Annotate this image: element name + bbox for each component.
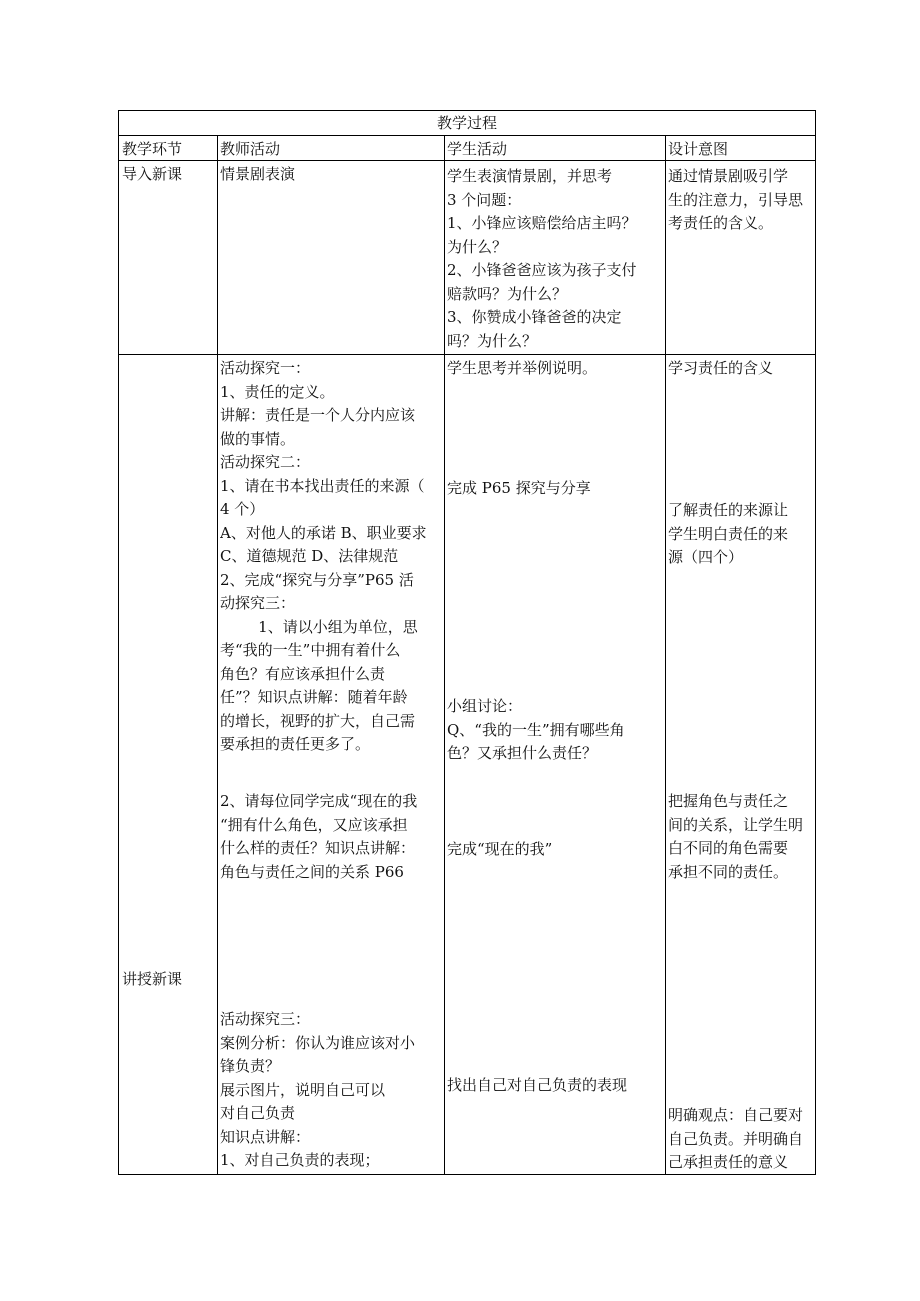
text-line: 白不同的角色需要: [668, 839, 789, 857]
student-intro: [447, 165, 663, 354]
teaching-process-table: [118, 110, 816, 1175]
student-activity-2: 完成 P65 探究与分享: [447, 479, 591, 497]
divider: [665, 135, 666, 1174]
text-line: 考“我的一生”中拥有着什么: [220, 641, 401, 659]
text-line: 赔款吗？为什么？: [447, 284, 568, 303]
text-line: 情景剧表演: [220, 165, 296, 183]
text-line: C、道德规范 D、法律规范: [220, 547, 399, 565]
text-line: 通过情景剧吸引学: [668, 167, 789, 185]
text-line: 知识点讲解：: [220, 1127, 311, 1146]
student-activity-3: [447, 695, 663, 766]
text-line: 案例分析：你认为谁应该对小: [220, 1033, 416, 1052]
text-line: 把握角色与责任之: [668, 792, 789, 810]
text-line: 2、完成“探究与分享”P65 活: [220, 570, 414, 589]
text-line: 对自己负责: [220, 1104, 296, 1122]
text-line: 1、责任的定义。: [220, 382, 335, 401]
text-line: 小组讨论：: [447, 697, 523, 715]
teacher-activity-c: [220, 1008, 442, 1173]
student-activity-4: 完成“现在的我”: [447, 840, 553, 858]
divider: [119, 135, 815, 136]
text-line: 讲解：责任是一个人分内应该: [220, 406, 416, 424]
text-line: 间的关系，让学生明: [668, 815, 804, 834]
text-line: “拥有什么角色，又应该承担: [220, 815, 408, 834]
text-line: 2、小锋爸爸应该为孩子支付: [447, 261, 637, 279]
text-line: 1、请以小组为单位，思: [220, 617, 418, 636]
text-line: 任”？知识点讲解：随着年龄: [220, 688, 408, 706]
text-line: 角色与责任之间的关系 P66: [220, 862, 404, 881]
stage-intro: 导入新课: [122, 165, 183, 183]
text-line: 自己负责。并明确自: [668, 1129, 804, 1148]
text-line: A、对他人的承诺 B、职业要求: [220, 523, 427, 542]
teacher-activity-b: [220, 790, 442, 884]
text-line: 学生明白责任的来: [668, 524, 789, 543]
text-line: 2、请每位同学完成“现在的我: [220, 792, 418, 810]
text-line: 学生表演情景剧，并思考: [447, 167, 613, 185]
student-activity-5: 找出自己对自己负责的表现: [447, 1076, 628, 1094]
text-line: 活动探究三：: [220, 1010, 311, 1028]
text-line: Q、“我的一生”拥有哪些角: [447, 720, 625, 739]
text-line: 什么样的责任？知识点讲解：: [220, 839, 416, 857]
text-line: 要承担的责任更多了。: [220, 735, 371, 753]
text-line: 4 个）: [220, 500, 265, 518]
text-line: 考责任的含义。: [668, 214, 774, 232]
text-line: 锋负责？: [220, 1057, 281, 1075]
text-line: 的增长，视野的扩大，自己需: [220, 711, 416, 730]
header-teacher: 教师活动: [220, 140, 281, 158]
text-line: 了解责任的来源让: [668, 501, 789, 519]
text-line: 吗？为什么？: [447, 331, 538, 350]
divider: [217, 135, 218, 1174]
text-line: 为什么？: [447, 237, 508, 256]
text-line: 己承担责任的意义: [668, 1153, 789, 1171]
text-line: 明确观点：自己要对: [668, 1106, 804, 1124]
design-3: [668, 790, 815, 884]
text-line: 1、对自己负责的表现；: [220, 1151, 380, 1169]
design-intro: [668, 165, 815, 236]
divider: [119, 354, 815, 355]
header-stage: 教学环节: [122, 140, 183, 158]
divider: [444, 135, 445, 1174]
text-line: 1、小锋应该赔偿给店主吗？: [447, 214, 637, 232]
table-title: 教学过程: [436, 114, 497, 132]
text-line: 3 个问题：: [447, 190, 522, 209]
text-line: 承担不同的责任。: [668, 862, 789, 881]
text-line: 活动探究二：: [220, 453, 311, 471]
teacher-intro: [220, 163, 442, 187]
teacher-activity-a: [220, 357, 442, 757]
text-line: 色？又承担什么责任？: [447, 744, 598, 762]
text-line: 生的注意力，引导思: [668, 190, 804, 209]
student-activity-1: 学生思考并举例说明。: [447, 359, 598, 377]
header-student: 学生活动: [447, 140, 508, 158]
text-line: 3、你赞成小锋爸爸的决定: [447, 308, 622, 326]
divider: [119, 160, 815, 161]
text-line: 做的事情。: [220, 429, 296, 448]
design-4: [668, 1104, 815, 1175]
design-2: [668, 499, 815, 570]
text-line: 活动探究一：: [220, 359, 311, 377]
header-design: 设计意图: [668, 140, 729, 158]
text-line: 源（四个）: [668, 548, 744, 566]
text-line: 展示图片，说明自己可以: [220, 1080, 386, 1099]
design-1: 学习责任的含义: [668, 359, 774, 377]
text-line: 动探究三：: [220, 594, 296, 612]
text-line: 角色？有应该承担什么责: [220, 664, 386, 683]
text-line: 1、请在书本找出责任的来源（: [220, 476, 425, 495]
stage-new-lesson: 讲授新课: [122, 970, 183, 988]
